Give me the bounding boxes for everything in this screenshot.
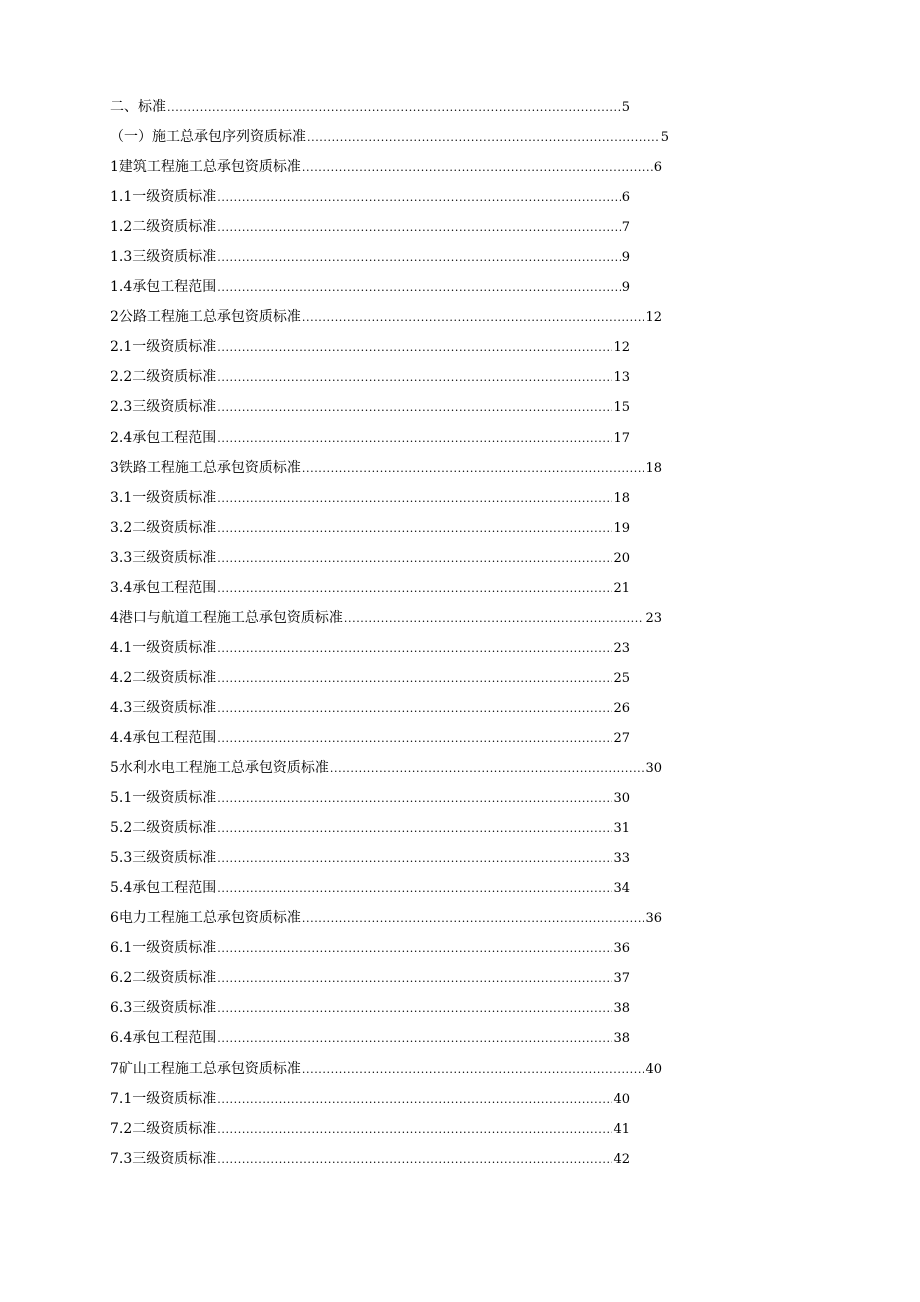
toc-entry-title: 2公路工程施工总承包资质标准 (110, 309, 301, 326)
toc-entry[interactable] (110, 453, 662, 483)
toc-entry-title: 5.2二级资质标准 (110, 820, 217, 837)
toc-dot-leader (344, 604, 645, 634)
toc-dot-leader (217, 213, 620, 243)
toc-entry-title: 6.2二级资质标准 (110, 970, 217, 987)
toc-entry-page-number: 5 (660, 130, 669, 146)
toc-entry-title: 6.3三级资质标准 (110, 1000, 217, 1017)
toc-dot-leader (217, 183, 620, 213)
toc-dot-leader (302, 303, 645, 333)
toc-entry[interactable] (110, 1144, 630, 1174)
toc-entry-title: 5.4承包工程范围 (110, 880, 217, 897)
toc-entry-title: 2.3三级资质标准 (110, 399, 217, 416)
toc-entry-title: 1.2二级资质标准 (110, 219, 217, 236)
toc-entry-page-number: 25 (613, 670, 630, 686)
toc-entry-page-number: 41 (613, 1121, 630, 1137)
toc-entry[interactable] (110, 513, 630, 543)
toc-entry[interactable] (110, 362, 630, 392)
toc-entry-page-number: 27 (613, 730, 630, 746)
toc-entry-page-number: 33 (613, 851, 630, 867)
toc-entry[interactable] (110, 633, 630, 663)
toc-entry[interactable] (110, 1023, 630, 1053)
toc-dot-leader (217, 874, 612, 904)
toc-entry[interactable] (110, 693, 630, 723)
toc-entry[interactable] (110, 152, 662, 182)
toc-dot-leader (217, 814, 612, 844)
toc-entry-title: 1建筑工程施工总承包资质标准 (110, 159, 301, 176)
toc-entry-page-number: 36 (613, 941, 630, 957)
toc-entry-page-number: 7 (621, 220, 630, 236)
toc-dot-leader (217, 514, 612, 544)
toc-entry-page-number: 6 (621, 190, 630, 206)
toc-dot-leader (217, 1145, 612, 1175)
toc-entry-page-number: 26 (613, 700, 630, 716)
toc-entry-page-number: 40 (645, 1061, 662, 1077)
toc-entry[interactable] (110, 543, 630, 573)
toc-entry-title: 4.1一级资质标准 (110, 639, 217, 656)
toc-entry-page-number: 9 (621, 280, 630, 296)
toc-entry[interactable] (110, 723, 630, 753)
toc-dot-leader (217, 544, 612, 574)
toc-dot-leader (217, 934, 612, 964)
toc-entry-page-number: 42 (613, 1151, 630, 1167)
toc-entry[interactable] (110, 843, 630, 873)
toc-dot-leader (217, 484, 612, 514)
toc-entry[interactable] (110, 332, 630, 362)
toc-entry-page-number: 17 (613, 430, 630, 446)
toc-dot-leader (307, 123, 660, 153)
toc-entry-title: 二、标准 (110, 99, 166, 115)
toc-dot-leader (217, 664, 612, 694)
toc-dot-leader (217, 574, 612, 604)
toc-entry-page-number: 13 (613, 370, 630, 386)
toc-entry-title: 4.4承包工程范围 (110, 729, 217, 746)
toc-dot-leader (217, 1085, 612, 1115)
toc-dot-leader (217, 994, 612, 1024)
toc-dot-leader (217, 634, 612, 664)
toc-entry[interactable] (110, 1114, 630, 1144)
toc-entry-page-number: 12 (613, 340, 630, 356)
toc-entry-page-number: 23 (613, 640, 630, 656)
toc-entry[interactable] (110, 1054, 662, 1084)
toc-entry-title: 4.2二级资质标准 (110, 669, 217, 686)
toc-entry-title: 1.4承包工程范围 (110, 279, 217, 296)
table-of-contents (0, 92, 920, 1174)
toc-entry-page-number: 31 (613, 821, 630, 837)
toc-entry[interactable] (110, 663, 630, 693)
toc-dot-leader (217, 1115, 612, 1145)
toc-entry-page-number: 38 (613, 1031, 630, 1047)
toc-entry[interactable] (110, 993, 630, 1023)
toc-entry[interactable] (110, 903, 662, 933)
toc-dot-leader (217, 964, 612, 994)
toc-entry[interactable] (110, 92, 630, 122)
toc-entry-page-number: 5 (621, 100, 630, 115)
toc-entry-title: 3.2二级资质标准 (110, 519, 217, 536)
toc-entry-title: 6.4承包工程范围 (110, 1030, 217, 1047)
toc-entry-title: 1.3三级资质标准 (110, 249, 217, 266)
toc-entry-title: 7.1一级资质标准 (110, 1090, 217, 1107)
toc-entry-title: 5.1一级资质标准 (110, 790, 217, 807)
toc-dot-leader (302, 454, 645, 484)
toc-dot-leader (330, 754, 645, 784)
toc-dot-leader (167, 93, 621, 123)
toc-entry[interactable] (110, 302, 662, 332)
toc-entry[interactable] (110, 423, 630, 453)
toc-dot-leader (217, 1024, 612, 1054)
toc-entry[interactable] (110, 813, 630, 843)
toc-entry[interactable] (110, 272, 630, 302)
toc-entry-title: 2.2二级资质标准 (110, 369, 217, 386)
toc-dot-leader (302, 1055, 645, 1085)
toc-entry-title: 7矿山工程施工总承包资质标准 (110, 1060, 301, 1077)
toc-entry-page-number: 18 (645, 460, 662, 476)
toc-entry-page-number: 18 (613, 490, 630, 506)
toc-dot-leader (217, 694, 612, 724)
toc-entry-page-number: 21 (613, 580, 630, 596)
toc-entry[interactable] (110, 392, 630, 422)
toc-entry-title: 3铁路工程施工总承包资质标准 (110, 459, 301, 476)
toc-dot-leader (217, 243, 620, 273)
toc-entry-page-number: 23 (645, 610, 662, 626)
toc-dot-leader (217, 844, 612, 874)
toc-entry[interactable] (110, 753, 662, 783)
toc-entry-title: 5.3三级资质标准 (110, 850, 217, 867)
toc-entry-title: 4港口与航道工程施工总承包资质标准 (110, 609, 343, 626)
toc-entry-page-number: 15 (613, 400, 630, 416)
toc-entry-title: 5水利水电工程施工总承包资质标准 (110, 760, 329, 777)
toc-dot-leader (217, 393, 612, 423)
toc-entry-page-number: 36 (645, 911, 662, 927)
toc-entry[interactable] (110, 963, 630, 993)
toc-entry-title: 2.1一级资质标准 (110, 339, 217, 356)
toc-entry[interactable] (110, 933, 630, 963)
toc-entry-page-number: 37 (613, 971, 630, 987)
toc-entry-page-number: 34 (613, 881, 630, 897)
toc-entry[interactable] (110, 483, 630, 513)
toc-entry-page-number: 30 (613, 791, 630, 807)
toc-entry-title: 3.1一级资质标准 (110, 489, 217, 506)
toc-entry-page-number: 38 (613, 1001, 630, 1017)
toc-entry-title: 3.3三级资质标准 (110, 549, 217, 566)
toc-entry[interactable] (110, 603, 662, 633)
toc-entry-title: 3.4承包工程范围 (110, 579, 217, 596)
toc-entry-title: 6.1一级资质标准 (110, 940, 217, 957)
toc-entry[interactable] (110, 573, 630, 603)
toc-dot-leader (217, 273, 620, 303)
toc-dot-leader (302, 153, 653, 183)
toc-entry-page-number: 30 (645, 761, 662, 777)
toc-entry[interactable] (110, 242, 630, 272)
toc-dot-leader (217, 363, 612, 393)
toc-dot-leader (217, 724, 612, 754)
toc-entry-title: 4.3三级资质标准 (110, 699, 217, 716)
toc-dot-leader (217, 424, 612, 454)
toc-entry-page-number: 40 (613, 1091, 630, 1107)
toc-entry-title: 7.2二级资质标准 (110, 1120, 217, 1137)
toc-entry-page-number: 20 (613, 550, 630, 566)
toc-entry[interactable] (110, 783, 630, 813)
toc-dot-leader (217, 784, 612, 814)
toc-entry-title: 6电力工程施工总承包资质标准 (110, 910, 301, 927)
toc-entry[interactable] (110, 1084, 630, 1114)
toc-entry-page-number: 12 (645, 310, 662, 326)
toc-entry[interactable] (110, 873, 630, 903)
toc-dot-leader (302, 904, 645, 934)
toc-entry-title: 1.1一级资质标准 (110, 189, 217, 206)
toc-entry[interactable] (110, 212, 630, 242)
toc-dot-leader (217, 333, 612, 363)
toc-entry-page-number: 19 (613, 520, 630, 536)
toc-entry-title: 7.3三级资质标准 (110, 1150, 217, 1167)
toc-entry[interactable] (110, 182, 630, 212)
toc-entry-title: （一）施工总承包序列资质标准 (110, 129, 306, 146)
toc-entry[interactable] (110, 122, 669, 152)
toc-entry-page-number: 6 (653, 160, 662, 176)
toc-entry-page-number: 9 (621, 250, 630, 266)
toc-entry-title: 2.4承包工程范围 (110, 429, 217, 446)
